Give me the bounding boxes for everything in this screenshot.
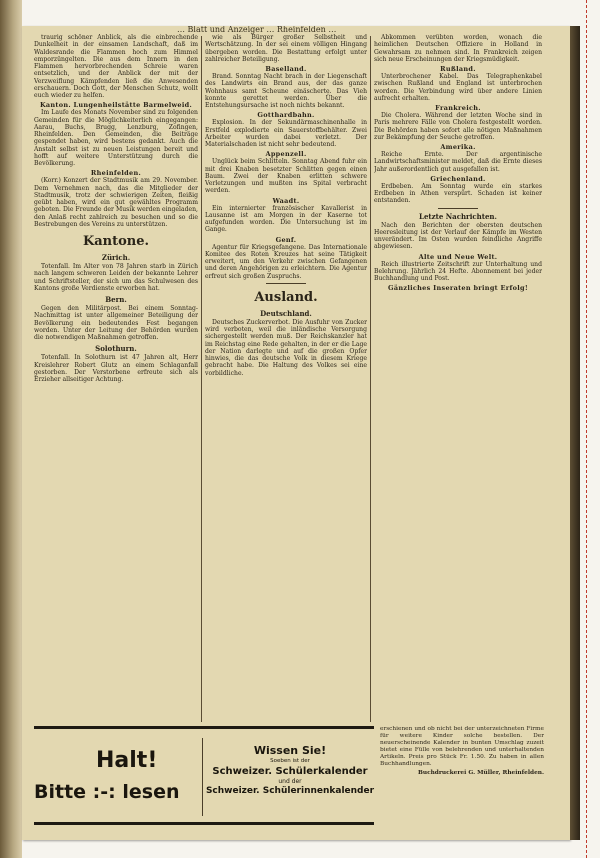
section-subheading: Amerika. <box>440 143 476 151</box>
article-paragraph: Unglück beim Schlitteln. Sonntag Abend fuhr ein mit drei Knaben besetzter Schlitten gegen einen Baum. Zwei der Knaben erlitten schwere Verletzungen und mußten ins Spital verbracht werden. <box>205 158 367 195</box>
ad-signature: Buchdruckerei G. Müller, Rheinfelden. <box>417 770 544 776</box>
article-paragraph: Ein internierter französischer Kavallerist in Lausanne ist am Morgen in der Kaserne tot aufgefunden worden. Die Untersuchung ist im Gange. <box>205 204 367 234</box>
ad-headline: Halt! <box>96 748 158 773</box>
article-paragraph: Reiche Ernte. Der argentinische Landwirtschaftsminister meldet, daß die Ernte dieses Jahr außerordentlich gut ausgefallen ist. <box>374 151 542 173</box>
article-paragraph: Agentur für Kriegsgefangene. Das Internationale Komitee des Roten Kreuzes hat seine Tätigkeit erweitert, um den Verkehr zwischen Gefangenen und deren Angehörigen zu erleichtern. Die Agentur erfreut sich großen Zuspruchs. <box>205 243 367 280</box>
section-subheading: Rußland. <box>440 65 476 73</box>
header-strip: … Blatt und Anzeiger … Rheinfelden … <box>177 26 337 34</box>
section-subheading: Zürich. <box>101 253 131 262</box>
column-2 <box>205 34 367 724</box>
article-paragraph: traurig schöner Anblick, als die einbrechende Dunkelheit in der einsamen Landschaft, daß im Waldesrande die Flammen hoch zum Himmel emporzüngelten. Die aus dem Innern in den Flammen hervorbrechenden Schreie waren entsetzlich, und der Anblick der mit der Verzweiflung Kämpfenden ließ die Anwesenden erschauern. Doch Gott, der Menschen Schutz, wollt euch wieder zu helfen. <box>34 34 198 99</box>
book-spine-shadow <box>0 0 22 858</box>
section-subheading: Deutschland. <box>260 308 312 318</box>
ad-text: und der <box>278 778 302 785</box>
article-paragraph: Brand. Sonntag Nacht brach in der Liegenschaft des Landwirts ein Brand aus, der das ganze Wohnhaus samt Scheune einäscherte. Das Vieh konnte gerettet werden. Über die Entstehungsursache ist noch nichts bekannt. <box>205 73 367 109</box>
column-divider <box>370 36 371 722</box>
article-heading: Rheinfelden. <box>90 169 142 178</box>
article-paragraph: Reich illustrierte Zeitschrift zur Unterhaltung und Belehrung. Jährlich 24 Hefte. Abonnement bei jeder Buchhandlung und Post. <box>374 260 542 282</box>
article-paragraph: Totenfall. Im Alter von 78 Jahren starb in Zürich nach langem schweren Leiden der bekannte Lehrer und Schriftsteller, der sich um das Schulwesen des Kantons große Verdienste erworben hat. <box>34 263 198 292</box>
ad-text: Soeben ist der <box>270 758 310 764</box>
advertisement-kalender <box>204 734 376 834</box>
newspaper-page <box>22 26 570 840</box>
section-subheading: Baselland. <box>265 65 307 73</box>
article-paragraph: wie als Bürger großer Selbstheit und Wertschätzung. In der sei einem völligen Hingang übergeben worden. Die Bestattung erfolgt unter zahlreicher Beteiligung. <box>205 34 367 63</box>
article-paragraph: Erdbeben. Am Sonntag wurde ein starkes Erdbeben in Athen verspürt. Schaden ist keiner entstanden. <box>374 182 542 205</box>
column-3 <box>374 34 542 724</box>
section-subheading: Appenzell. <box>265 150 307 159</box>
divider <box>438 208 478 209</box>
ad-product-1: Schweizer. Schülerkalender <box>212 766 368 777</box>
article-paragraph: Gegen den Militärpost. Bei einem Sonntag-Nachmittag ist unter allgemeiner Beteiligung der Bevölkerung ein bedeutendes Fest begangen worden. Unter der Leitung der Behörden wurden die notwendigen Maßnahmen getroffen. <box>34 305 198 341</box>
ad-divider <box>202 738 203 816</box>
section-heading-ausland: Ausland. <box>254 289 318 305</box>
section-subheading: Gotthardbahn. <box>257 111 315 120</box>
article-paragraph: Im Laufe des Monats November sind zu folgenden Gemeinden für die Möglichkeiterlich eingegangen: Aarau, Buchs, Brugg, Lenzburg, Zofingen, Rheinfelden. Den Gemeinden, die Beiträge gespendet haben, wird bestens gedankt. Auch die Anstalt selbst ist zu neuen Leistungen bereit und hofft auf weitere Unterstützung durch die Bevölkerung. <box>34 109 198 167</box>
article-heading: Kanton. Lungenheilstätte Barmelweid. <box>39 101 193 110</box>
ad-bottom-rule <box>34 822 374 825</box>
article-paragraph: Die Cholera. Während der letzten Woche sind in Paris mehrere Fälle von Cholera festgestellt worden. Die Behörden haben sofort alle nötigen Maßnahmen zur Bekämpfung der Seuche getroffen. <box>374 112 542 141</box>
binding-edge <box>570 26 580 840</box>
article-paragraph: Unterbrochener Kabel. Das Telegraphenkabel zwischen Rußland und England ist unterbrochen worden. Die Verbindung wird über andere Linien aufrecht erhalten. <box>374 73 542 102</box>
section-subheading: Alte und Neue Welt. <box>418 252 498 261</box>
divider <box>266 283 306 284</box>
letzte-nachrichten-heading: Letzte Nachrichten. <box>419 211 497 221</box>
section-subheading: Waadt. <box>272 196 300 205</box>
article-paragraph: Explosion. In der Sekundärmaschinenhalle in Erstfeld explodierte ein Sauerstoffbehälter. Zwei Arbeiter wurden dabei verletzt. Der Materialschaden ist nicht sehr bedeutend. <box>205 119 367 148</box>
section-subheading: Frankreich. <box>435 104 481 112</box>
inserat-slogan: Gänzliches Inseraten bringt Erfolg! <box>387 284 529 293</box>
article-paragraph: Totenfall. In Solothurn ist 47 Jahren alt, Herr Kreislehrer Robert Glutz an einem Schlaganfall gestorben. Der Verstorbene erfreute sich als Erzieher allseitiger Achtung. <box>34 354 198 383</box>
section-subheading: Solothurn. <box>95 344 137 354</box>
section-subheading: Griechenland. <box>430 174 486 183</box>
column-1 <box>34 34 198 724</box>
article-paragraph: (Korr.) Konzert der Stadtmusik am 29. November. Dem Vernehmen nach, das die Mitglieder der Stadtmusik, trotz der schwierigen Zeiten, fleißig geübt haben, wird ein gut gewähltes Programm geboten. Die Freunde der Musik werden eingeladen, den Anlaß recht zahlreich zu besuchen und so die Bestrebungen des Vereins zu unterstützen. <box>34 177 198 228</box>
section-heading-kantone: Kantone. <box>82 234 150 249</box>
section-subheading: Genf. <box>275 235 297 244</box>
advertisement-halt <box>34 734 202 834</box>
article-paragraph: Nach den Berichten der obersten deutschen Heeresleitung ist der Verlauf der Kämpfe im Westen unverändert. Im Osten wurden feindliche Angriffe abgewiesen. <box>374 221 542 251</box>
ad-title: Wissen Sie! <box>253 744 327 757</box>
article-paragraph: Abkommen verübten worden, wonach die heimlichen Deutschen Offiziere in Holland in Gewahrsam zu nehmen sind. In Frankreich zeigen sich neue Erscheinungen der Kriegsmüdigkeit. <box>374 34 542 63</box>
ad-right-text <box>380 726 544 830</box>
ad-body-text: erschienen und ob nicht bei der unterzeichneten Firme für weitere Kinder solche bestellen. Der neuerscheinende Kalender in bunten Umschlag zuzeit bietet eine Fülle von belehrenden und unterhaltenden Artikeln. Preis pro Stück Fr. 1.50. Zu haben in allen Buchhandlungen. <box>380 726 544 767</box>
article-paragraph: Deutsches Zuckerverbot. Die Ausfuhr von Zucker wird verboten, weil die inländische Versorgung sichergestellt werden muß. Der Reichskanzler hat im Reichstag eine Rede gehalten, in der er die Lage der Nation darlegte und auf die großen Opfer hinwies, die das deutsche Volk in diesem Kriege gebracht habe. Die Haltung des Volkes sei eine vorbildliche. <box>205 318 367 377</box>
column-divider <box>201 36 202 722</box>
ad-subline: Bitte :-: lesen <box>34 781 180 803</box>
ad-top-rule <box>34 726 374 729</box>
page-guide-line <box>586 0 587 858</box>
ad-product-2: Schweizer. Schülerinnenkalender <box>205 786 375 796</box>
section-subheading: Bern. <box>105 295 127 304</box>
